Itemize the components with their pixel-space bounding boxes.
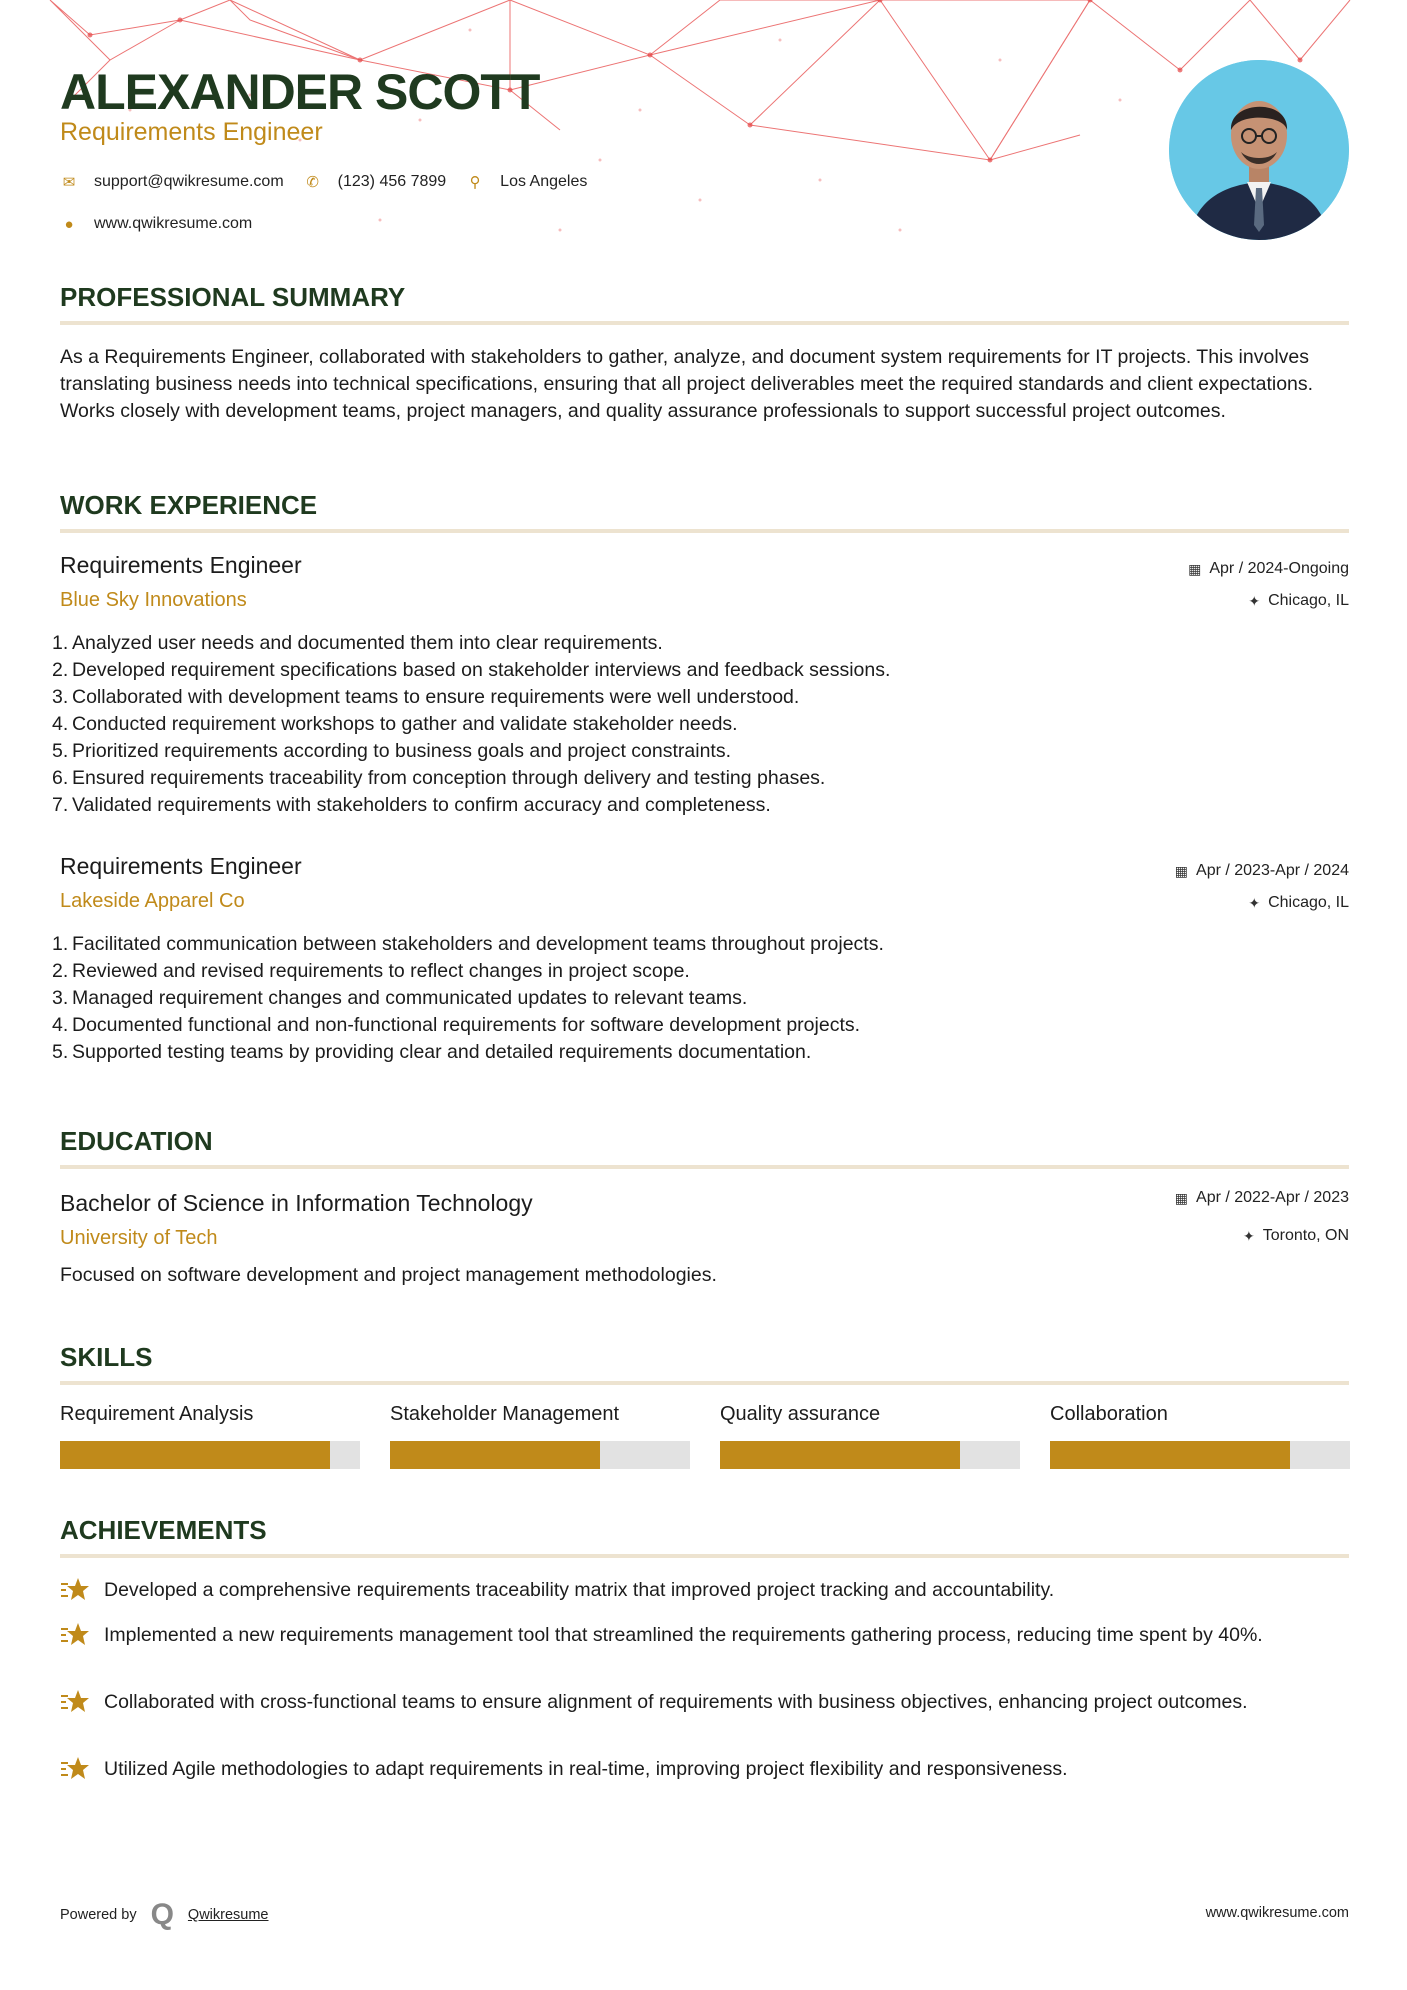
job-dates (1188, 560, 1349, 578)
education-dates (1175, 1189, 1349, 1207)
skill-name: Collaboration (1050, 1403, 1168, 1425)
achievement-text: Implemented a new requirements management tool that streamlined the requirements gathering process, reducing time spent by 40%. (104, 1624, 1263, 1646)
qwikresume-link[interactable]: Qwikresume (187, 1907, 269, 1923)
education-description: Focused on software development and project management methodologies. (60, 1264, 717, 1286)
summary-heading: PROFESSIONAL SUMMARY (60, 282, 406, 312)
footer-website[interactable]: www.qwikresume.com (1205, 1905, 1349, 1921)
envelope-icon: ✉ (62, 174, 76, 191)
list-item: 7. Validated requirements with stakeholders to confirm accuracy and completeness. (52, 794, 771, 816)
degree-title: Bachelor of Science in Information Technology (60, 1190, 533, 1216)
contact-row (60, 173, 607, 191)
education-heading: EDUCATION (60, 1126, 213, 1156)
achievements-heading: ACHIEVEMENTS (60, 1515, 267, 1545)
list-item: 2. Reviewed and revised requirements to reflect changes in project scope. (52, 960, 690, 982)
candidate-name: ALEXANDER SCOTT (60, 64, 540, 120)
experience-divider (60, 529, 1349, 533)
job-location-text: Chicago, IL (1268, 894, 1349, 911)
qwikresume-logo-icon: Q (150, 1898, 174, 1931)
experience-heading: WORK EXPERIENCE (60, 490, 318, 520)
skill-bar (720, 1441, 1020, 1469)
contact-location (466, 173, 587, 191)
skill-item (720, 1403, 1020, 1433)
job-bullets (52, 630, 890, 819)
education-dates-text: Apr / 2022-Apr / 2023 (1196, 1189, 1349, 1206)
skill-bar-fill (720, 1441, 960, 1469)
skill-name: Stakeholder Management (390, 1403, 620, 1425)
job-dates-text: Apr / 2023-Apr / 2024 (1196, 862, 1349, 879)
contact-row-website (60, 215, 272, 233)
skills-heading: SKILLS (60, 1342, 153, 1372)
calendar-icon: ▦ (1174, 862, 1189, 879)
star-icon (60, 1755, 90, 1783)
job-title: Requirements Engineer (60, 853, 302, 879)
education-location-text: Toronto, ON (1262, 1227, 1349, 1244)
footer-powered (60, 1898, 269, 1931)
list-item: 5. Prioritized requirements according to business goals and project constraints. (52, 740, 732, 762)
email-text[interactable]: support@qwikresume.com (94, 173, 284, 190)
phone-icon: ✆ (306, 174, 319, 191)
school-name: University of Tech (60, 1227, 218, 1249)
job-company: Lakeside Apparel Co (60, 890, 245, 912)
list-item: 1. Analyzed user needs and documented them into clear requirements. (52, 632, 663, 654)
job-title: Requirements Engineer (60, 552, 302, 578)
achievement-item (60, 1577, 1349, 1605)
job-location-text: Chicago, IL (1268, 592, 1349, 609)
pin-icon: ✦ (1243, 1227, 1255, 1244)
candidate-title: Requirements Engineer (60, 118, 323, 146)
skill-bar (1050, 1441, 1350, 1469)
summary-text: As a Requirements Engineer, collaborated with stakeholders to gather, analyze, and document system requirements for IT projects. This involves translating business needs into technical specifications, ensuring that all project deliverables meet the required standards and client expectations. Works closely with development teams, project managers, and quality assurance professionals to support successful project outcomes. (60, 346, 1314, 422)
profile-photo (1169, 60, 1349, 240)
education-location (1243, 1227, 1349, 1245)
achievements-divider (60, 1554, 1349, 1558)
skill-bar (390, 1441, 690, 1469)
list-item: 4. Documented functional and non-functional requirements for software development projects. (52, 1014, 861, 1036)
list-item: 5. Supported testing teams by providing clear and detailed requirements documentation. (52, 1041, 812, 1063)
skill-name: Quality assurance (720, 1403, 881, 1425)
profile-photo-illustration (1169, 60, 1349, 240)
list-item: 3. Collaborated with development teams to ensure requirements were well understood. (52, 686, 800, 708)
globe-icon: ● (64, 215, 74, 233)
list-item: 6. Ensured requirements traceability from conception through delivery and testing phases. (52, 767, 826, 789)
star-icon (60, 1576, 90, 1604)
skill-item (1050, 1403, 1350, 1433)
skill-bar-fill (60, 1441, 330, 1469)
achievement-item (60, 1622, 1349, 1650)
calendar-icon: ▦ (1188, 560, 1202, 577)
list-item: 2. Developed requirement specifications based on stakeholder interviews and feedback sessions. (52, 659, 891, 681)
contact-website[interactable] (60, 215, 252, 233)
skill-bar-fill (390, 1441, 600, 1469)
job-location (1248, 592, 1349, 610)
achievement-item (60, 1689, 1349, 1717)
skill-name: Requirement Analysis (60, 1403, 254, 1425)
map-pin-icon: ⚲ (469, 174, 481, 191)
job-dates-text: Apr / 2024-Ongoing (1209, 560, 1349, 577)
job-bullets (52, 931, 884, 1066)
pin-icon: ✦ (1248, 592, 1261, 609)
skill-bar (60, 1441, 360, 1469)
location-text: Los Angeles (500, 173, 588, 190)
phone-text[interactable]: (123) 456 7899 (337, 173, 447, 190)
job-company: Blue Sky Innovations (60, 589, 247, 611)
skill-item (390, 1403, 690, 1433)
contact-phone[interactable] (304, 173, 447, 191)
list-item: 1. Facilitated communication between stakeholders and development teams throughout projects. (52, 933, 884, 955)
star-icon (60, 1688, 90, 1716)
calendar-icon: ▦ (1174, 1189, 1189, 1206)
website-text[interactable]: www.qwikresume.com (94, 215, 253, 232)
skill-bar-fill (1050, 1441, 1290, 1469)
skill-item (60, 1403, 360, 1433)
contact-email[interactable] (60, 173, 284, 191)
job-location (1248, 894, 1349, 912)
list-item: 3. Managed requirement changes and communicated updates to relevant teams. (52, 987, 748, 1009)
achievement-item (60, 1756, 1349, 1784)
education-divider (60, 1165, 1349, 1169)
achievement-text: Utilized Agile methodologies to adapt requirements in real-time, improving project flexibility and responsiveness. (104, 1758, 1068, 1780)
job-dates (1175, 862, 1349, 880)
star-icon (60, 1621, 90, 1649)
skills-divider (60, 1381, 1349, 1385)
summary-divider (60, 321, 1349, 325)
achievement-text: Collaborated with cross-functional teams to ensure alignment of requirements with business objectives, enhancing project outcomes. (104, 1691, 1248, 1713)
list-item: 4. Conducted requirement workshops to gather and validate stakeholder needs. (52, 713, 738, 735)
pin-icon: ✦ (1248, 894, 1261, 911)
achievement-text: Developed a comprehensive requirements traceability matrix that improved project tracking and accountability. (104, 1579, 1055, 1601)
powered-by-text: Powered by (60, 1907, 137, 1923)
